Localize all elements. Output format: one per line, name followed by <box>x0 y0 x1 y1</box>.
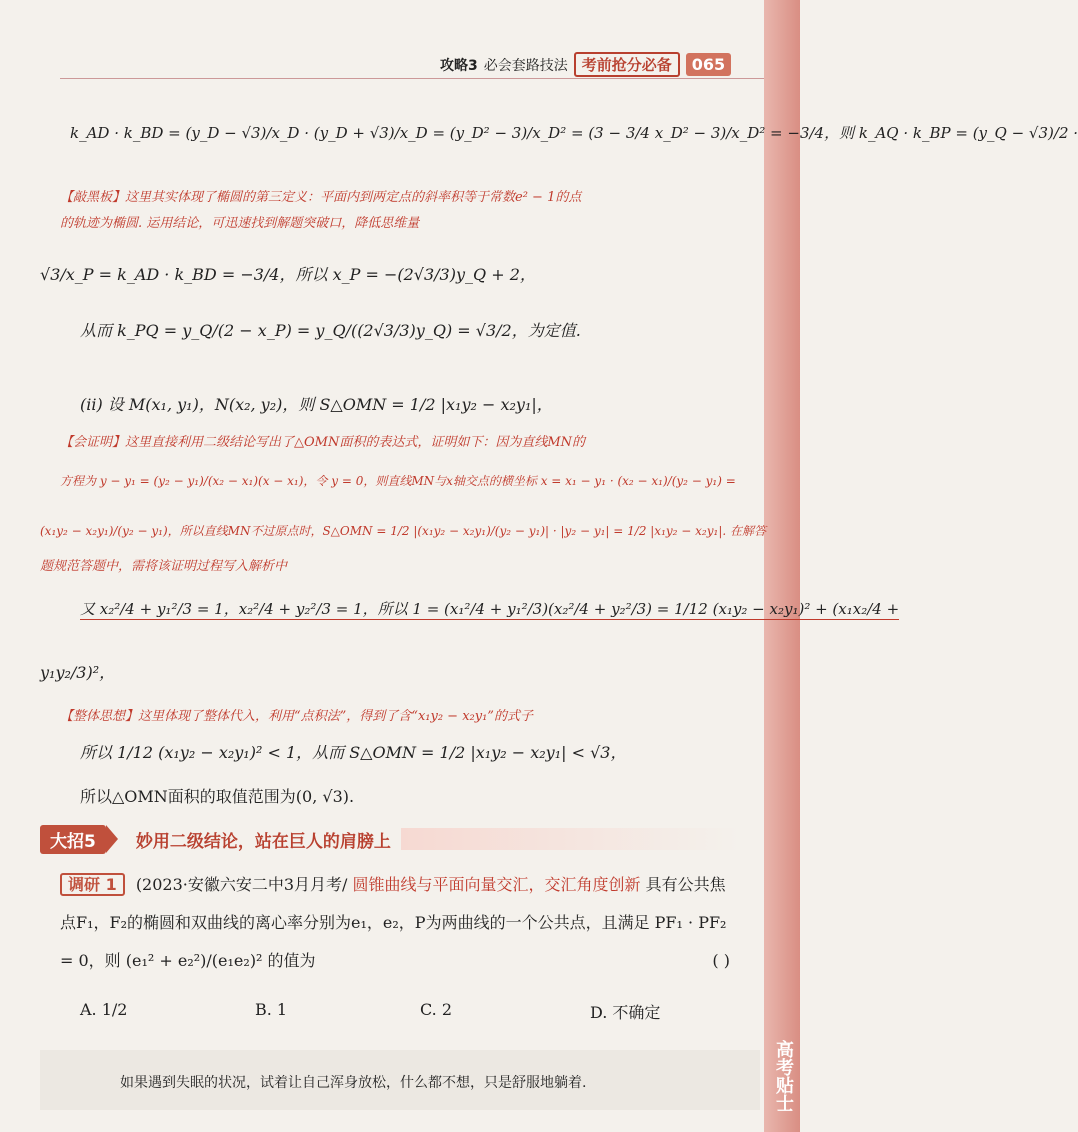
question-block <box>60 866 740 980</box>
equation-line-8: 所以△OMN面积的取值范围为(0, √3). <box>80 787 355 806</box>
section-subtitle: 必会套路技法 <box>483 57 568 74</box>
note-proof-d: 题规范答题中，需将该证明过程写入解析中 <box>40 559 288 574</box>
side-tab: 高考贴士 <box>773 1040 794 1112</box>
header-divider <box>60 78 764 79</box>
question-body: 具有公共焦点F₁，F₂的椭圆和双曲线的离心率分别为e₁，e₂，P为两曲线的一个公共点，且满足 PF₁ · PF₂ = 0，则 (e₁² + e₂²)/(e₁e₂)² 的值为 <box>60 875 727 970</box>
option-c: C. 2 <box>420 1000 453 1019</box>
section-banner <box>40 825 740 853</box>
question-source: (2023·安徽六安二中3月月考/ <box>135 875 348 894</box>
section-label: 攻略3 <box>440 57 478 74</box>
option-a: A. 1/2 <box>80 1000 128 1019</box>
equation-line-4: (ii) 设 M(x₁, y₁)，N(x₂, y₂)，则 S△OMN = 1/2 |x₁y₂ − x₂y₁|， <box>80 395 553 414</box>
note-whole-idea: 【整体思想】这里体现了整体代入，利用“点积法”，得到了含“x₁y₂ − x₂y₁”的式子 <box>60 709 533 724</box>
answer-paren: ( ) <box>712 951 730 970</box>
note-proof-a: 【会证明】这里直接利用二级结论写出了△OMN面积的表达式，证明如下：因为直线MN的 <box>60 435 586 450</box>
banner-title: 妙用二级结论，站在巨人的肩膀上 <box>135 831 391 852</box>
note-blackboard-a: 【敲黑板】这里其实体现了椭圆的第三定义：平面内到两定点的斜率积等于常数e² − 1的点 <box>60 190 582 205</box>
banner-label: 大招5 <box>40 825 106 854</box>
banner-chevron-icon <box>106 825 118 853</box>
equation-line-6: y₁y₂/3)²， <box>40 663 116 682</box>
equation-line-2: √3/x_P = k_AD · k_BD = −3/4，所以 x_P = −(2√3/3)y_Q + 2， <box>40 265 536 284</box>
page-edge <box>764 0 800 1132</box>
footer-tip-box <box>40 1050 760 1110</box>
question-topic: 圆锥曲线与平面向量交汇，交汇角度创新 <box>352 875 641 894</box>
note-proof-b: 方程为 y − y₁ = (y₂ − y₁)/(x₂ − x₁)(x − x₁)，令 y = 0，则直线MN与x轴交点的横坐标 x = x₁ − y₁ · (x₂ − x₁)/(y₂ − y₁) = <box>60 474 736 488</box>
note-blackboard-b: 的轨迹为椭圆. 运用结论，可迅速找到解题突破口，降低思维量 <box>60 216 420 231</box>
equation-line-3: 从而 k_PQ = y_Q/(2 − x_P) = y_Q/((2√3/3)y_Q) = √3/2，为定值. <box>80 321 581 340</box>
footer-tip-text: 如果遇到失眠的状况，试着让自己浑身放松，什么都不想，只是舒服地躺着. <box>120 1075 587 1091</box>
note-proof-c: (x₁y₂ − x₂y₁)/(y₂ − y₁)，所以直线MN不过原点时，S△OMN = 1/2 |(x₁y₂ − x₂y₁)/(y₂ − y₁)| · |y₂ − y₁| = 1/2 |x₁y₂ − x₂y₁|. 在解答 <box>40 524 767 538</box>
equation-line-7: 所以 1/12 (x₁y₂ − x₂y₁)² < 1，从而 S△OMN = 1/2 |x₁y₂ − x₂y₁| < √3， <box>80 743 627 762</box>
header-tag: 考前抢分必备 <box>574 52 680 77</box>
option-d: D. 不确定 <box>590 1003 661 1022</box>
equation-line-5: 又 x₂²/4 + y₁²/3 = 1，x₂²/4 + y₂²/3 = 1，所以 1 = (x₁²/4 + y₁²/3)(x₂²/4 + y₂²/3) = 1/12 (x₁y₂ − x₂y₁)² + (x₁x₂/4 + <box>80 600 900 618</box>
banner-band <box>401 828 740 850</box>
page-number: 065 <box>686 53 731 76</box>
equation-line-1: k_AD · k_BD = (y_D − √3)/x_D · (y_D + √3)/x_D = (y_D² − 3)/x_D² = (3 − 3/4 x_D² − 3)/x_D² = −3/4，则 k_AQ · k_BP = (y_Q − √3)/2 · <box>70 124 1078 142</box>
option-b: B. 1 <box>255 1000 288 1019</box>
page-header <box>440 52 731 77</box>
question-badge: 调研 1 <box>60 873 125 896</box>
